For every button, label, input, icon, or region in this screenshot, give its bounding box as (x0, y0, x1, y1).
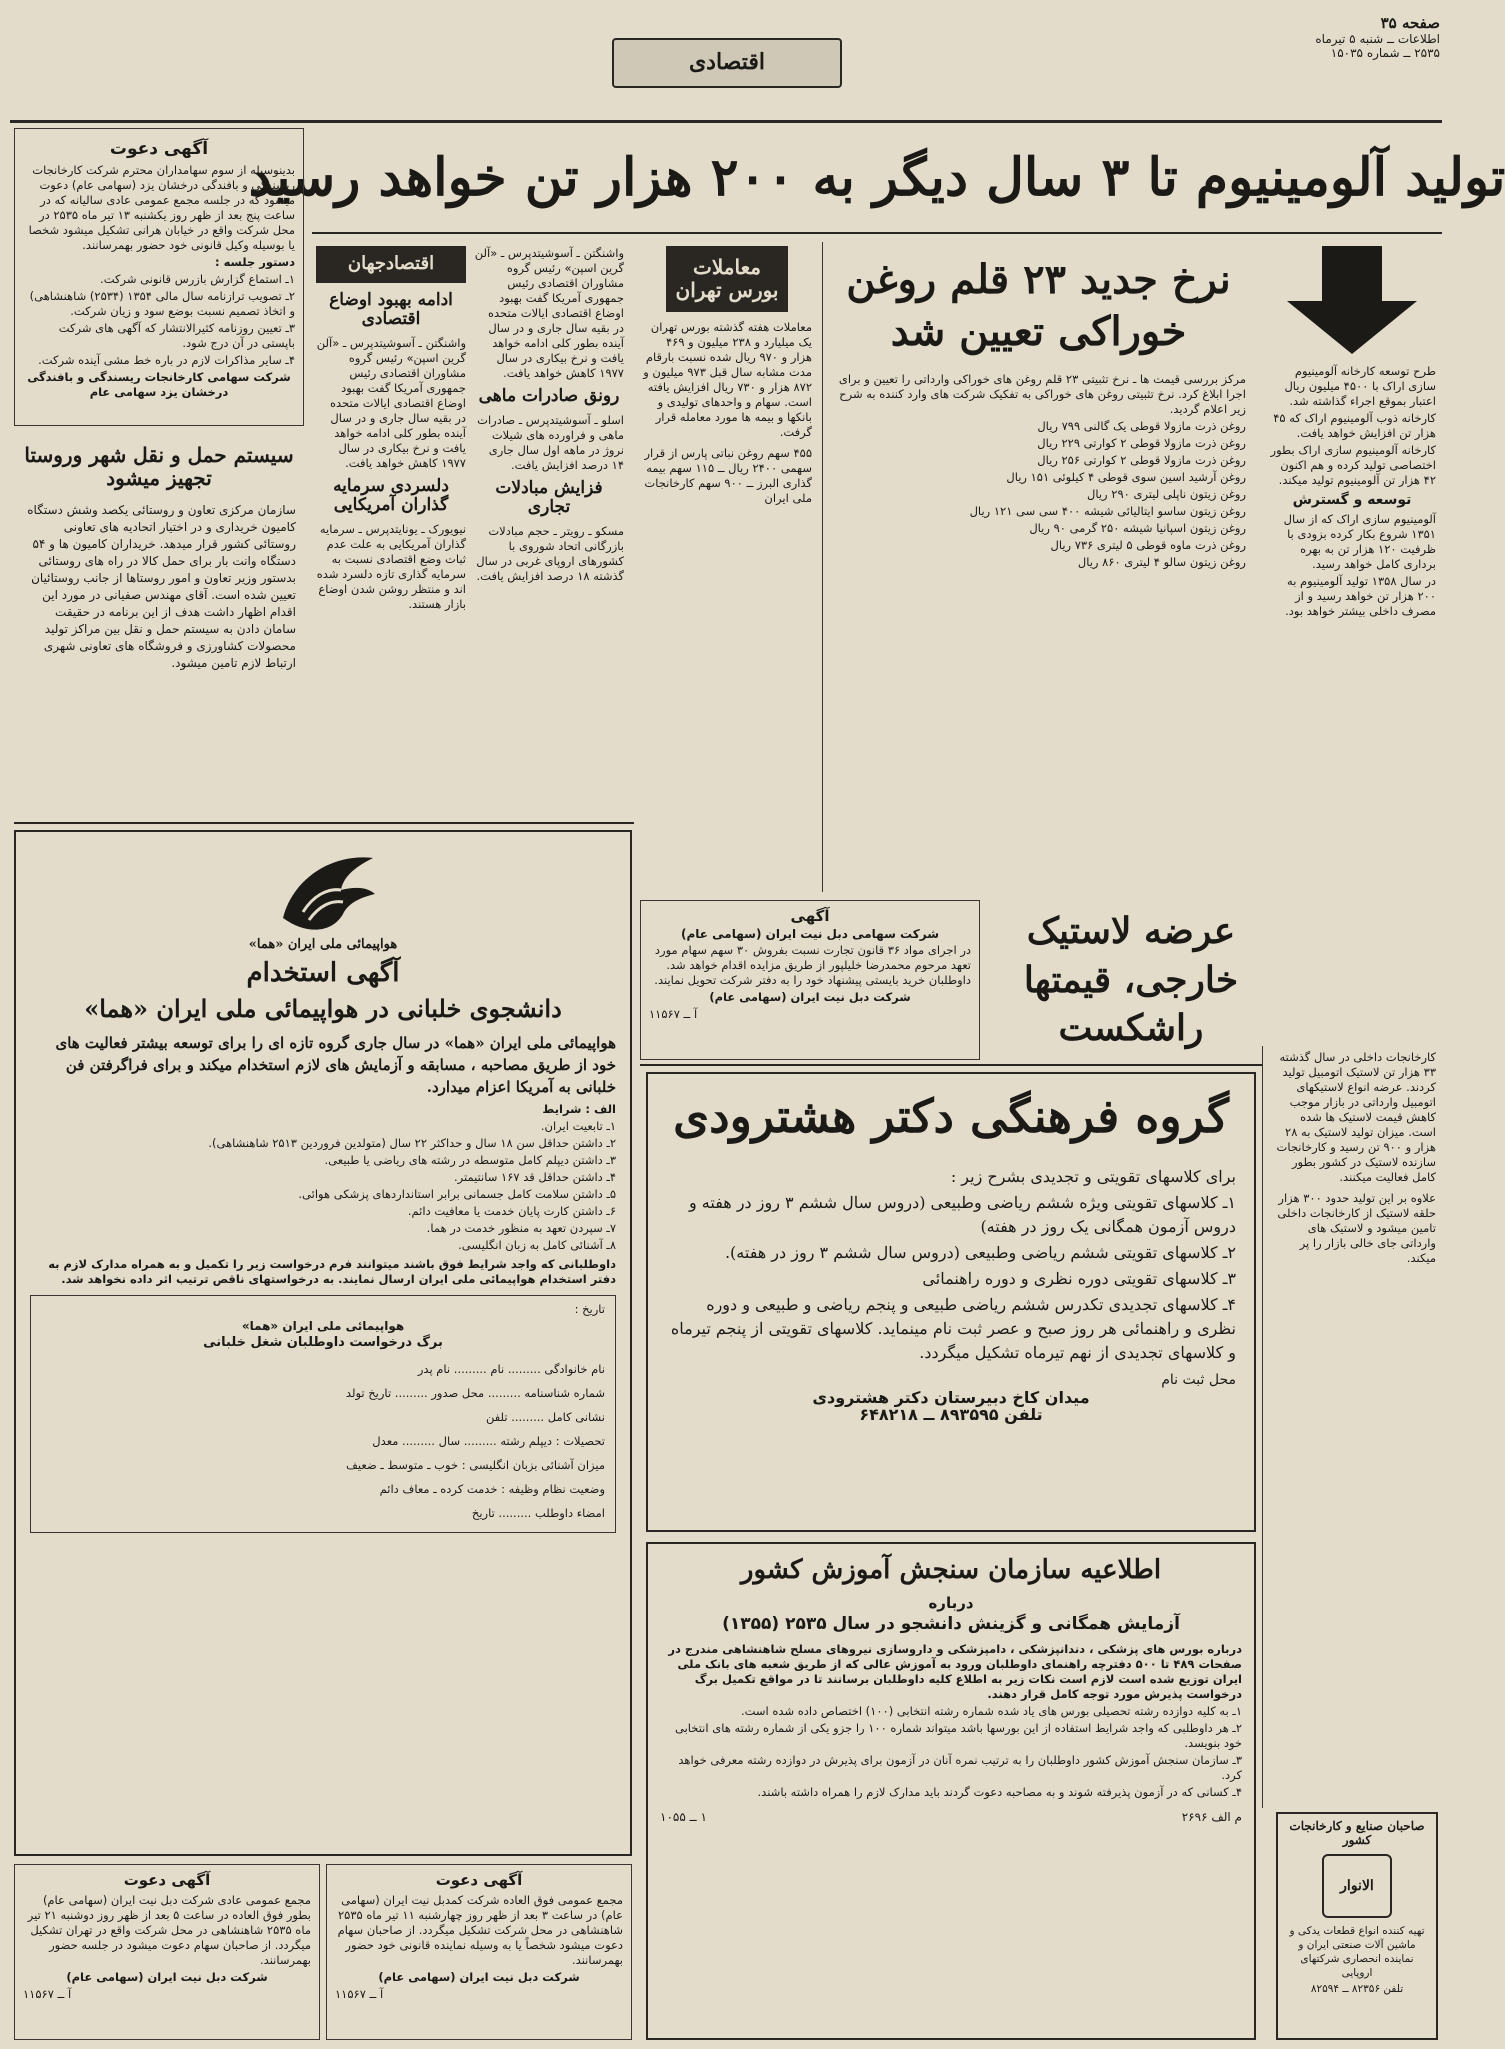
oil-price-row: روغن زیتون ناپلی لیتری ۲۹۰ ریال (1086, 487, 1246, 501)
notice-dawat-top (14, 128, 304, 426)
sanaye-logo: الانوار (1340, 1877, 1374, 1894)
hashtroodi-place-label: محل ثبت نام (1161, 1371, 1236, 1388)
sanaye-logo-box (1322, 1854, 1392, 1918)
sanaye-title: صاحبان صنایع و کارخانجات کشور (1289, 1819, 1425, 1847)
oil-intro: مرکز بررسی قیمت ها ـ نرخ تثبیتی ۲۳ قلم روغن های خوراکی وارداتی را تعیین و برای اجرا ابلاغ کرد. نرخ تثبیتی روغن های خوراکی به تفکیک شرکت های وارد کننده به شرح زیر اعلام گردید. (838, 372, 1246, 416)
oil-price-row: روغن زیتون اسپانیا شیشه ۲۵۰ گرمی ۹۰ ریال (1029, 521, 1246, 535)
sanjesh-notice (646, 1542, 1256, 2040)
world-badge-box (316, 246, 466, 283)
homa-cond-title: الف : شرایط (542, 1102, 616, 1117)
notice-bl-title: آگهی دعوت (123, 1871, 211, 1889)
notice-bottom-left (14, 1864, 320, 2040)
homa-logo-area (30, 848, 616, 938)
notice-body: بدینوسیله از سوم سهامداران محترم شرکت کارخانجات ریسندگی و بافندگی درخشان یزد (سهامی عام) دعوت میشود که در جلسه مجمع عمومی عادی سالیانه که در ساعت پنج بعد از ظهر روز یکشنبه ۱۳ تیر ماه ۲۵۳۵ در محل شرکت واقع در خیابان هرانی تشکیل میشود شخصا یا بوسیله وکیل قانونی خود حضور بهمرسانند. (28, 163, 295, 252)
homa-form-row: تحصیلات : دیپلم رشته ......... سال ......... معدل (372, 1434, 605, 1449)
dabl-code: آ ــ ۱۱۵۶۷ (649, 1007, 698, 1021)
main-headline: تولید آلومینیوم تا ۳ سال دیگر به ۲۰۰ هزار تن خواهد رسید (248, 147, 1505, 209)
world-badge: اقتصادجهان (347, 253, 435, 274)
homa-form (30, 1295, 616, 1533)
oil-price-row: روغن ذرت مازولا قوطی یک گالنی ۷۹۹ ریال (1037, 419, 1246, 433)
dabl-company: شرکت سهامی دبل نیت ایران (سهامی عام) (681, 927, 939, 941)
agenda-item: ۲ـ تصویب ترازنامه سال مالی ۱۳۵۴ (۲۵۳۴) شاهنشاهی) و اتخاذ تصمیم نسبت بوضع سود و زیان شرکت. (29, 289, 295, 318)
world-h4: فزایش مبادلات تجاری (495, 477, 603, 518)
hashtroodi-item: ۱ـ کلاسهای تقویتی ویژه ششم ریاضی وطبیعی (دروس سال ششم ۳ روز در هفته و دروس آزمون همگانی یک روز در هفته) (688, 1192, 1236, 1236)
world-economy-column (310, 242, 630, 820)
dabl-title: آگهی (790, 907, 830, 925)
hashtroodi-phone: تلفن ۸۹۳۵۹۵ ــ ۶۴۸۲۱۸ (859, 1404, 1043, 1424)
sanjesh-sub1: درباره (928, 1593, 974, 1612)
bourse-column (636, 242, 818, 892)
oil-price-row: روغن ذرت ماوه قوطی ۵ لیتری ۷۳۶ ریال (1050, 538, 1246, 552)
hashtroodi-item: ۴ـ کلاسهای تجدیدی تکدرس ششم ریاضی طبیعی و پنجم ریاضی و طبیعی و دوره نظری و راهنمائی هر روز صبح و عصر ثبت نام مینماید. کلاسهای تقویتی از پنجم تیرماه و کلاسهای تجدیدی از نهم تیرماه تشکیل میگردد. (670, 1294, 1236, 1362)
agenda-item: ۳ـ تعیین روزنامه کثیرالانتشار که آگهی های شرکت باپستی در آن درج شود. (58, 321, 295, 350)
dabl-body: در اجرای مواد ۳۶ قانون تجارت نسبت بفروش ۳۰ سهم سهام مورد تعهد مرحوم محمدرضا خلیلپور از طریق مزایده اقدام خواهد شد. داوطلبان خرید بایستی پیشنهاد خود را به دفتر شرکت تحویل نمایند. (654, 943, 971, 987)
sanjesh-item: ۳ـ سازمان سنجش آموزش کشور داوطلبان را به ترتیب نمره آنان در آزمون برای پذیرش در دوازده رشته معرفی خواهد کرد. (678, 1752, 1242, 1782)
world-p1b: واشنگتن ـ آسوشیتدپرس ـ «آلن گرین اسپن» رئیس گروه مشاوران اقتصادی رئیس جمهوری آمریکا گفت بهبود اوضاع اقتصادی ایالات متحده در بقیه سال جاری و در سال آینده بطور کلی ادامه خواهد یافت و نرخ بیکاری در سال ۱۹۷۷ کاهش خواهد یافت. (316, 335, 466, 470)
homa-title: آگهی استخدام (246, 957, 400, 988)
notice-bm-signature: شرکت دبل نیت ایران (سهامی عام) (378, 1970, 580, 1984)
headline-rule (312, 232, 1442, 234)
homa-form-row: نام خانوادگی ......... نام ......... نام پدر (417, 1362, 605, 1377)
tire-article-column (1262, 1046, 1442, 1808)
oil-price-row: روغن ذرت مازولا قوطی ۲ کوارتی ۲۲۹ ریال (1037, 436, 1246, 450)
homa-logo-text: هواپیمائی ملی ایران «هما» (248, 937, 398, 952)
oil-price-row: روغن زیتون ساسو ایتالیائی شیشه ۴۰۰ سی سی ۱۲۱ ریال (969, 504, 1246, 518)
homa-form-title: برگ درخواست داوطلبان شغل خلبانی (203, 1335, 443, 1351)
homa-condition: ۶ـ داشتن کارت پایان خدمت یا معافیت دائم. (407, 1204, 616, 1219)
homa-ad (14, 830, 632, 1856)
oil-headline: نرخ جدید ۲۳ قلم روغن خوراکی تعیین شد (846, 256, 1231, 355)
alum-p3: در سال ۱۳۵۸ تولید آلومینیوم به ۲۰۰ هزار تن خواهد رسید و از مصرف داخلی بیشتر خواهد بود. (1285, 574, 1436, 618)
header-rule (10, 120, 1442, 123)
left-col-rule (14, 822, 634, 824)
notice-bl-code: آ ــ ۱۱۵۶۷ (23, 1987, 72, 2001)
transport-body: سازمان مرکزی تعاون و روستائی یکصد وشش دستگاه کامیون خریداری و در اختیار اتحادیه های تعاونی روستائی کشور قرار میدهد. خریداران کامیون ها و ۵۴ دستگاه وانت بار برای حمل کالا در راه های روستائی بدستور وزیر تعاون و امور روستاها از جانب روستائیان تعیین شده است. آقای مهندس صفیانی در مورد این اقدام اظهار داشت هدف از این برنامه در حقیقت سامان دادن به سیستم حمل و نقل بین مراکز تولید محصولات کشاورزی و فروشگاه های تعاونی شهری ارتباط لازم تامین میشود. (27, 503, 296, 670)
homa-form-row: نشانی کامل ......... تلفن (485, 1410, 605, 1425)
section-label: اقتصادی (688, 49, 766, 76)
homa-condition: ۷ـ سپردن تعهد به منظور خدمت در هما. (426, 1221, 616, 1236)
tire-rule (640, 1064, 1262, 1066)
oil-price-row: روغن آرشید اسین سوی قوطی ۴ کیلوئی ۱۵۱ ریال (1006, 470, 1246, 484)
homa-note: داوطلبانی که واجد شرایط فوق باشند میتوانند فرم درخواست زیر را تکمیل و به همراه مدارک لازم به دفتر استخدام هواپیمائی ملی ایران ارسال نمایند. به درخواستهای ناقص ترتیب اثر داده نخواهد شد. (48, 1257, 616, 1287)
notice-bl-body: مجمع عمومی عادی شرکت دبل نیت ایران (سهامی عام) بطور فوق العاده در ساعت ۵ بعد از ظهر روز دوشنبه ۲۱ تیر ماه ۲۵۳۵ شاهنشاهی در محل شرکت واقع در تهران تشکیل میگردد. از صاحبان سهام دعوت میشود در جلسه حضور بهمرسانند. (27, 1893, 311, 1967)
bourse-body: معاملات هفته گذشته بورس تهران یک میلیارد و ۲۳۸ میلیون و ۴۶۹ هزار و ۹۷۰ ریال شده نسبت بارقام مدت مشابه سال قبل ۹۷۳ میلیون و ۸۷۲ هزار و ۷۳۰ ریال افزایش یافته است. سهام و واحدهای تولیدی و بانکها و بیمه ها مورد معامله قرار گرفت. (643, 320, 812, 439)
homa-form-row: میزان آشنائی بزبان انگلیسی : خوب ـ متوسط ـ ضعیف (346, 1458, 605, 1473)
sanjesh-body: درباره بورس های پزشکی ، دندانپزشکی ، دامپزشکی و داروسازی نیروهای مسلح شاهنشاهی مندرج در صفحات ۴۸۹ تا ۵۰۰ دفترچه راهنمای داوطلبان ورود به آموزش عالی که از طریق شعبه های بانک ملی ایران توزیع شده است لازم است نکات زیر به اطلاع کلیه داوطلبان برسانند تا در مواقع تکمیل برگ درخواست پذیرش مورد توجه کامل قرار دهند. (668, 1641, 1242, 1701)
world-p4: مسکو ـ رویتر ـ حجم مبادلات بازرگانی اتحاد شوروی با کشورهای اروپای غربی در سال گذشته ۱۸ درصد افزایش یافت. (476, 523, 624, 583)
sanaye-ad (1276, 1812, 1438, 2040)
world-h1: ادامه بهبود اوضاع اقتصادی (329, 289, 453, 330)
sanaye-footer: تلفن ۸۲۳۵۶ ــ ۸۲۵۹۴ (1310, 1982, 1404, 1995)
homa-form-row: شماره شناسنامه ......... محل صدور ......... تاریخ تولد (345, 1386, 605, 1401)
hashtroodi-ad (646, 1072, 1256, 1532)
hashtroodi-address: میدان کاخ دبیرستان دکتر هشترودی (812, 1387, 1090, 1407)
sanjesh-code: م الف ۲۶۹۶ (1181, 1809, 1242, 1824)
sanjesh-date: ۱ ــ ۱۰۵۵ (660, 1809, 707, 1824)
oil-price-row: روغن زیتون سالو ۴ لیتری ۸۶۰ ریال (1077, 555, 1246, 569)
hashtroodi-intro: برای کلاسهای تقویتی و تجدیدی بشرح زیر : (950, 1166, 1236, 1186)
homa-bird-icon (263, 848, 383, 938)
homa-form-date: تاریخ : (574, 1302, 605, 1317)
notice-bottom-mid (326, 1864, 632, 2040)
alum-p: کارخانه ذوب آلومینیوم اراک که ۴۵ هزار تن افزایش خواهد یافت. (1273, 411, 1436, 440)
notice-title: آگهی دعوت (109, 139, 209, 159)
tire-headline: عرضه لاستیک خارجی، قیمتها راشکست (1023, 910, 1239, 1050)
transport-headline: سیستم حمل و نقل شهر وروستا تجهیز میشود (24, 443, 294, 490)
homa-subtitle: دانشجوی خلبانی در هواپیمائی ملی ایران «هما» (84, 993, 562, 1023)
hashtroodi-item: ۳ـ کلاسهای تقویتی دوره نظری و دوره راهنمائی (922, 1268, 1236, 1288)
dabl-notice (640, 900, 980, 1060)
notice-bl-signature: شرکت دبل نیت ایران (سهامی عام) (66, 1970, 268, 1984)
page-info (1290, 14, 1440, 72)
bourse-badge-box (666, 246, 788, 312)
homa-form-row: امضاء داوطلب ......... تاریخ (471, 1506, 605, 1521)
sanaye-body: تهیه کننده انواع قطعات یدکی و ماشین آلات صنعتی ایران و نماینده انحصاری شرکتهای اروپایی (1289, 1924, 1425, 1979)
sanjesh-item: ۲ـ هر داوطلبی که واجد شرایط استفاده از این بورسها باشد میتواند شماره ۱۰۰ را جزو یکی از شماره رشته های انتخابی خود بنویسد. (675, 1720, 1242, 1750)
alum-p: کارخانه آلومینیوم سازی اراک بطور اختصاصی تولید کرده و هم اکنون ۴۲ هزار تن آلومینیوم تولید میکند. (1270, 443, 1436, 487)
sanjesh-item: ۴ـ کسانی که در آزمون پذیرفته شوند و به مصاحبه دعوت گردند باید مدارک لازم را همراه داشته باشند. (757, 1784, 1242, 1799)
hashtroodi-item: ۲ـ کلاسهای تقویتی ششم ریاضی وطبیعی (دروس سال ششم ۳ روز در هفته). (724, 1242, 1236, 1262)
alum-p2: آلومینیوم سازی اراک که از سال ۱۳۵۱ شروع بکار کرده بزودی با ظرفیت ۱۲۰ هزار تن به بهره برداری کامل خواهد رسید. (1283, 512, 1436, 571)
oil-article (822, 242, 1254, 892)
notice-agenda-title: دستور جلسه : (214, 255, 295, 269)
sanjesh-item: ۱ـ به کلیه دوازده رشته تحصیلی بورس های یاد شده شماره رشته انتخابی (۱۰۰) اختصاص داده شده است. (740, 1703, 1242, 1718)
bourse-badge: معاملات بورس تهران (675, 255, 779, 302)
sanjesh-sub2: آزمایش همگانی و گزینش دانشجو در سال ۲۵۳۵ (۱۳۵۵) (722, 1613, 1180, 1634)
homa-condition: ۸ـ آشنائی کامل به زبان انگلیسی. (458, 1238, 616, 1253)
transport-article (14, 432, 304, 820)
section-label-box (612, 38, 842, 88)
page-date: اطلاعات ــ شنبه ۵ تیرماه (1315, 32, 1440, 46)
world-p1: واشنگتن ـ آسوشیتدپرس ـ «آلن گرین اسپن» رئیس گروه مشاوران اقتصادی رئیس جمهوری آمریکا گفت بهبود اوضاع اقتصادی ایالات متحده در بقیه سال جاری و در سال آینده بطور کلی ادامه خواهد یافت و نرخ بیکاری در سال ۱۹۷۷ کاهش خواهد یافت. (474, 246, 624, 380)
alum-p: طرح توسعه کارخانه آلومینیوم سازی اراک با ۴۵۰۰ میلیون ریال اعتبار بموقع اجراء گذاشته شد. (1284, 364, 1436, 408)
page-number: صفحه ۳۵ (1380, 14, 1440, 32)
notice-signature: شرکت سهامی کارخانجات ریسندگی و بافندگی درخشان یزد سهامی عام (27, 370, 291, 399)
sanjesh-title: اطلاعیه سازمان سنجش آموزش کشور (740, 1555, 1162, 1585)
dabl-signature: شرکت دبل نیت ایران (سهامی عام) (709, 990, 911, 1004)
notice-bm-body: مجمع عمومی فوق العاده شرکت کمدبل نیت ایران (سهامی عام) در ساعت ۳ بعد از ظهر روز چهارشنبه ۱۱ تیر ماه ۲۵۳۵ شاهنشاهی در محل شرکت تشکیل میگردد. از صاحبان سهام دعوت میشود شخصاً یا به وسیله نماینده قانونی خود حضور بهمرسانند. (337, 1893, 623, 1967)
agenda-item: ۱ـ استماع گزارش بازرس قانونی شرکت. (100, 272, 295, 286)
tire-body2: علاوه بر این تولید حدود ۳۰۰ هزار حلقه لاستیک از کارخانجات داخلی تامین میشود و لاستیک های وارداتی جای خالی بازار را پر میکند. (1277, 1191, 1436, 1265)
hashtroodi-title: گروه فرهنگی دکتر هشترودی (673, 1089, 1229, 1143)
issue-number: ۲۵۳۵ ــ شماره ۱۵۰۳۵ (1330, 46, 1440, 60)
down-arrow-icon (1277, 246, 1427, 356)
homa-condition: ۲ـ داشتن حداقل سن ۱۸ سال و حداکثر ۲۲ سال (متولدین فروردین ۲۵۱۳ شاهنشاهی). (208, 1136, 616, 1151)
notice-bm-code: آ ــ ۱۱۵۶۷ (335, 1987, 384, 2001)
notice-bm-title: آگهی دعوت (435, 1871, 523, 1889)
aluminium-box (1262, 242, 1442, 892)
homa-condition: ۴ـ داشتن حداقل قد ۱۶۷ سانتیمتر. (453, 1170, 616, 1185)
world-h3: رونق صادرات ماهی (478, 386, 620, 406)
alum-sub: توسعه و گسترش (1292, 492, 1412, 508)
tire-body: کارخانجات داخلی در سال گذشته ۳۳ هزار تن لاستیک اتومبیل تولید کردند. عرضه انواع لاستیکهای اتومبیل وارداتی در بازار موجب کاهش قیمت لاستیک ها شده است. میزان تولید لاستیک به ۲۸ هزار و ۹۰۰ تن رسید و کارخانجات سازنده لاستیک در کشور بطور کامل فعالیت میکنند. (1276, 1050, 1436, 1184)
world-p3: اسلو ـ آسوشیتدپرس ـ صادرات ماهی و فراورده های شیلات نروژ در ماهه اول سال جاری ۱۴ درصد افزایش یافت. (477, 412, 624, 472)
world-h2: دلسردی سرمایه گذاران آمریکایی (333, 475, 449, 516)
bourse-prices: ۴۵۵ سهم روغن نباتی پارس از قرار سهمی ۲۴۰۰ ریال ــ ۱۱۵ سهم بیمه گذاری البرز ــ ۹۰۰ سهم کارخانجات ملی ایران (644, 446, 812, 505)
homa-form-org: هواپیمائی ملی ایران «هما» (241, 1319, 405, 1334)
homa-condition: ۳ـ داشتن دیپلم کامل متوسطه در رشته های ریاضی یا طبیعی. (324, 1153, 616, 1168)
homa-condition: ۱ـ تابعیت ایران. (540, 1119, 616, 1134)
main-headline-block (248, 124, 1505, 232)
oil-price-row: روغن ذرت مازولا قوطی ۲ کوارتی ۲۵۶ ریال (1037, 453, 1246, 467)
homa-form-row: وضعیت نظام وظیفه : خدمت کرده ـ معاف دائم (379, 1482, 605, 1497)
tire-headline-block (986, 900, 1276, 1060)
world-p2: نیویورک ـ یونایتدپرس ـ سرمایه گذاران آمریکایی به علت عدم ثبات وضع اقتصادی نسبت به سرمایه گذاری تازه دلسرد شده اند و منتظر روشن شدن اوضاع بازار هستند. (316, 521, 466, 611)
homa-intro: هواپیمائی ملی ایران «هما» در سال جاری گروه تازه ای را برای توسعه بیشتر فعالیت های خود از طریق مصاحبه ، مسابقه و آزمایش های لازم استخدام میکند و برای فراگرفتن فن خلبانی به آمریکا اعزام میدارد. (55, 1034, 616, 1097)
agenda-item: ۴ـ سایر مذاکرات لازم در باره خط مشی آینده شرکت. (38, 353, 295, 367)
homa-condition: ۵ـ داشتن سلامت کامل جسمانی برابر استانداردهای پزشکی هوائی. (298, 1187, 616, 1202)
